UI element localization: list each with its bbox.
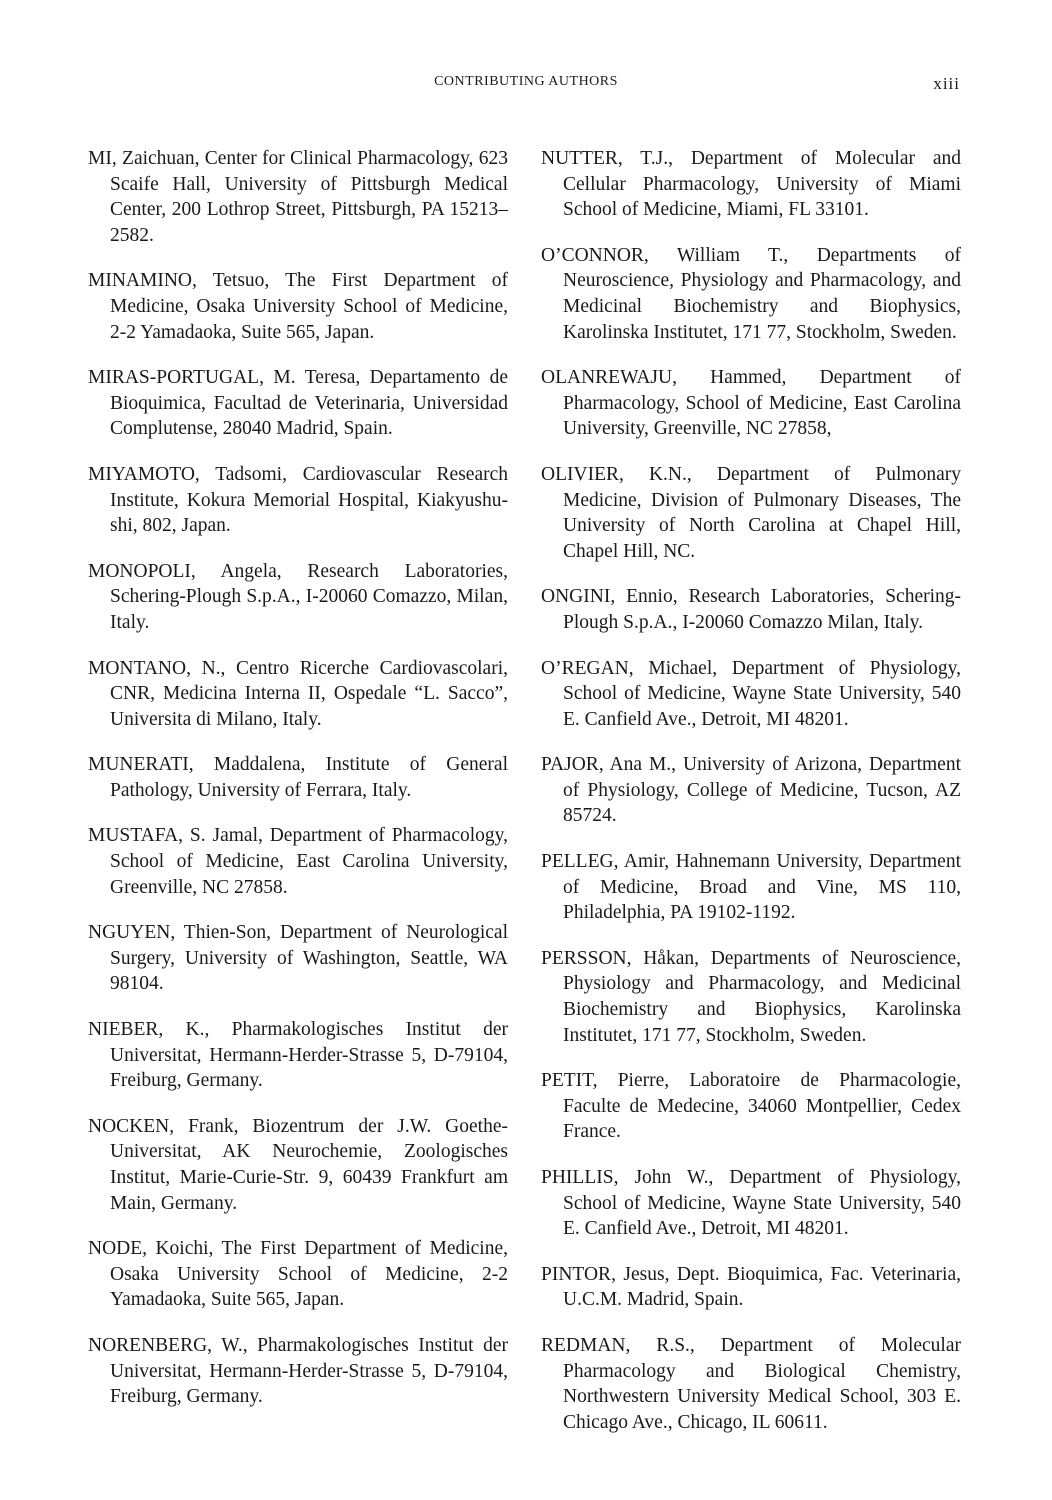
author-entry: PHILLIS, John W., Department of Physiology, School of Medicine, Wayne State University, 540 E. Canfield Ave., Detroit, MI 48201. [541, 1167, 961, 1240]
author-entry: NIEBER, K., Pharmakologisches Institut der Universitat, Hermann-Herder-Strasse 5, D-79104, Freiburg, Germany. [88, 1019, 508, 1092]
author-entry: REDMAN, R.S., Department of Molecular Pharmacology and Biological Chemistry, Northwestern University Medical School, 303 E. Chicago Ave., Chicago, IL 60611. [541, 1334, 961, 1433]
author-entry: NORENBERG, W., Pharmakologisches Institut der Universitat, Hermann-Herder-Strasse 5, D-79104, Freiburg, Germany. [88, 1334, 508, 1408]
author-entry: MINAMINO, Tetsuo, The First Department of Medicine, Osaka University School of Medicine, 2-2 Yamadaoka, Suite 565, Japan. [88, 270, 508, 343]
author-entry: OLANREWAJU, Hammed, Department of Pharmacology, School of Medicine, East Carolina University, Greenville, NC 27858, [541, 367, 961, 440]
author-entry: MI, Zaichuan, Center for Clinical Pharmacology, 623 Scaife Hall, University of Pittsburgh Medical Center, 200 Lothrop Street, Pittsburgh, PA 15213–2582. [88, 148, 508, 246]
author-entry: MONTANO, N., Centro Ricerche Cardiovascolari, CNR, Medicina Interna II, Ospedale “L. Sacco”, Universita di Milano, Italy. [88, 657, 508, 730]
author-entry: O’CONNOR, William T., Departments of Neuroscience, Physiology and Pharmacology, and Medicinal Biochemistry and Biophysics, Karolinska Institutet, 171 77, Stockholm, Sweden. [541, 244, 961, 343]
author-entry: OLIVIER, K.N., Department of Pulmonary Medicine, Division of Pulmonary Diseases, The University of North Carolina at Chapel Hill, Chapel Hill, NC. [541, 463, 961, 562]
author-entry: PERSSON, Håkan, Departments of Neuroscience, Physiology and Pharmacology, and Medicinal Biochemistry and Biophysics, Karolinska Institutet, 171 77, Stockholm, Sweden. [541, 947, 961, 1046]
author-entry: MONOPOLI, Angela, Research Laboratories, Schering-Plough S.p.A., I-20060 Comazzo, Milan, Italy. [88, 560, 508, 633]
author-entry: PAJOR, Ana M., University of Arizona, Department of Physiology, College of Medicine, Tucson, AZ 85724. [541, 754, 961, 827]
author-entry: O’REGAN, Michael, Department of Physiology, School of Medicine, Wayne State University, 540 E. Canfield Ave., Detroit, MI 48201. [541, 657, 961, 730]
author-entry: MIRAS-PORTUGAL, M. Teresa, Departamento de Bioquimica, Facultad de Veterinaria, Universidad Complutense, 28040 Madrid, Spain. [88, 367, 508, 440]
page-number: xiii [933, 74, 960, 93]
author-entry: MUNERATI, Maddalena, Institute of General Pathology, University of Ferrara, Italy. [88, 754, 508, 801]
author-entry: MUSTAFA, S. Jamal, Department of Pharmacology, School of Medicine, East Carolina University, Greenville, NC 27858. [88, 825, 508, 898]
author-entry: NGUYEN, Thien-Son, Department of Neurological Surgery, University of Washington, Seattle, WA 98104. [88, 922, 508, 995]
author-entry: MIYAMOTO, Tadsomi, Cardiovascular Research Institute, Kokura Memorial Hospital, Kiakyushu-shi, 802, Japan. [88, 463, 508, 537]
author-entry: PELLEG, Amir, Hahnemann University, Department of Medicine, Broad and Vine, MS 110, Philadelphia, PA 19102-1192. [541, 851, 961, 924]
author-entry: NUTTER, T.J., Department of Molecular and Cellular Pharmacology, University of Miami School of Medicine, Miami, FL 33101. [541, 148, 961, 221]
running-header [0, 74, 1052, 96]
right-column [541, 146, 961, 1455]
author-entry: PINTOR, Jesus, Dept. Bioquimica, Fac. Veterinaria, U.C.M. Madrid, Spain. [541, 1263, 961, 1311]
author-entry: NOCKEN, Frank, Biozentrum der J.W. Goethe-Universitat, AK Neurochemie, Zoologisches Institut, Marie-Curie-Str. 9, 60439 Frankfurt am Main, Germany. [88, 1115, 508, 1214]
author-entry: NODE, Koichi, The First Department of Medicine, Osaka University School of Medicine, 2-2 Yamadaoka, Suite 565, Japan. [88, 1238, 508, 1311]
author-entry: ONGINI, Ennio, Research Laboratories, Schering-Plough S.p.A., I-20060 Comazzo Milan, Italy. [541, 586, 961, 633]
left-column [88, 146, 508, 1430]
running-title: CONTRIBUTING AUTHORS [434, 74, 618, 89]
author-entry: PETIT, Pierre, Laboratoire de Pharmacologie, Faculte de Medecine, 34060 Montpellier, Cedex France. [541, 1070, 961, 1143]
